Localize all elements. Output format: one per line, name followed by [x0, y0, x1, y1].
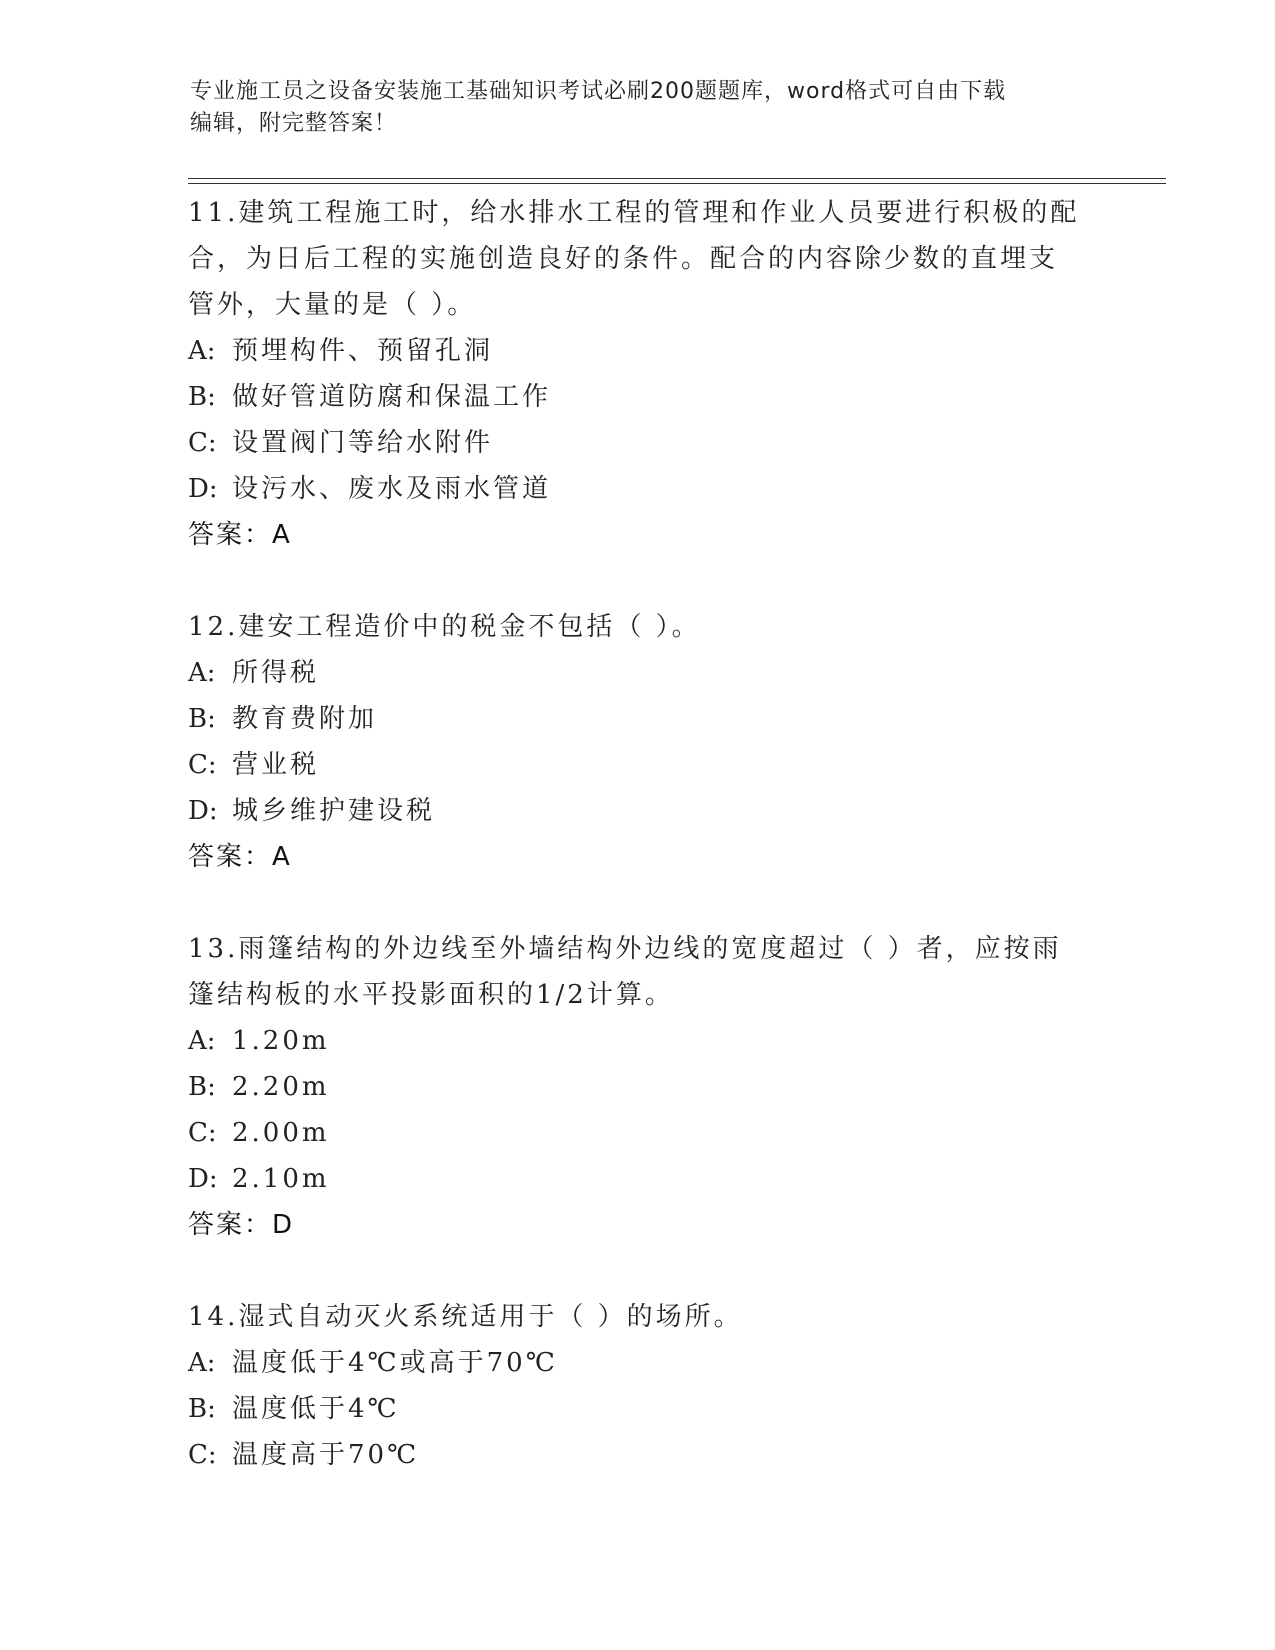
question-spacer	[188, 1248, 1088, 1294]
question-stem	[188, 1294, 1088, 1340]
option-letter: A:	[188, 336, 216, 366]
option-letter: C:	[188, 750, 217, 780]
option-letter: B:	[188, 704, 216, 734]
question-11	[188, 190, 1088, 558]
header-title-line-2: 编辑，附完整答案！	[190, 111, 398, 136]
header-divider-top	[188, 178, 1166, 179]
option-text: 预埋构件、预留孔洞	[232, 336, 494, 366]
option-letter: A:	[188, 1026, 216, 1056]
option-a	[188, 328, 1088, 374]
question-13	[188, 926, 1088, 1248]
question-stem-line: 11.建筑工程施工时，给水排水工程的管理和作业人员要进行积极的配	[188, 198, 1080, 228]
option-letter: B:	[188, 1394, 216, 1424]
option-c	[188, 420, 1088, 466]
option-text: 1.20m	[232, 1026, 330, 1056]
option-text: 设污水、废水及雨水管道	[232, 474, 552, 504]
option-b	[188, 1064, 1088, 1110]
option-text: 温度低于4℃	[232, 1394, 400, 1424]
option-d	[188, 466, 1088, 512]
option-c	[188, 1110, 1088, 1156]
document-header	[190, 76, 1090, 140]
option-text: 做好管道防腐和保温工作	[232, 382, 552, 412]
option-letter: D:	[188, 474, 218, 504]
question-stem-line: 篷结构板的水平投影面积的1/2计算。	[188, 980, 674, 1010]
option-letter: C:	[188, 1118, 217, 1148]
option-letter: A:	[188, 1348, 216, 1378]
option-text: 城乡维护建设税	[232, 796, 436, 826]
option-b	[188, 696, 1088, 742]
option-d	[188, 1156, 1088, 1202]
option-text: 营业税	[232, 750, 320, 780]
option-b	[188, 374, 1088, 420]
header-divider-bottom	[188, 183, 1166, 184]
option-c	[188, 742, 1088, 788]
answer-line: 答案：D	[188, 1210, 295, 1240]
question-spacer	[188, 558, 1088, 604]
option-a	[188, 1340, 1088, 1386]
option-text: 教育费附加	[232, 704, 378, 734]
question-12	[188, 604, 1088, 880]
question-stem	[188, 190, 1088, 328]
option-letter: D:	[188, 1164, 218, 1194]
option-text: 所得税	[232, 658, 320, 688]
option-text: 温度低于4℃或高于70℃	[232, 1348, 558, 1378]
option-letter: A:	[188, 658, 216, 688]
question-stem-line: 13.雨篷结构的外边线至外墙结构外边线的宽度超过（ ）者，应按雨	[188, 934, 1062, 964]
question-stem-line: 合，为日后工程的实施创造良好的条件。配合的内容除少数的直埋支	[188, 244, 1059, 274]
question-stem-line: 12.建安工程造价中的税金不包括（ ）。	[188, 612, 701, 642]
question-stem	[188, 926, 1088, 1018]
option-letter: C:	[188, 1440, 217, 1470]
option-a	[188, 1018, 1088, 1064]
option-text: 温度高于70℃	[232, 1440, 420, 1470]
option-letter: D:	[188, 796, 218, 826]
option-text: 2.10m	[232, 1164, 330, 1194]
option-text: 设置阀门等给水附件	[232, 428, 494, 458]
option-d	[188, 788, 1088, 834]
question-stem	[188, 604, 1088, 650]
header-title-line-1: 专业施工员之设备安装施工基础知识考试必刷200题题库，word格式可自由下载	[190, 79, 1007, 104]
option-text: 2.00m	[232, 1118, 330, 1148]
question-spacer	[188, 880, 1088, 926]
question-stem-line: 14.湿式自动灭火系统适用于（ ）的场所。	[188, 1302, 743, 1332]
answer-line: 答案：A	[188, 520, 292, 550]
question-stem-line: 管外，大量的是（ ）。	[188, 290, 477, 320]
question-14	[188, 1294, 1088, 1478]
option-letter: C:	[188, 428, 217, 458]
question-list	[188, 190, 1088, 1478]
option-text: 2.20m	[232, 1072, 330, 1102]
option-letter: B:	[188, 1072, 216, 1102]
option-a	[188, 650, 1088, 696]
option-b	[188, 1386, 1088, 1432]
option-letter: B:	[188, 382, 216, 412]
answer-line: 答案：A	[188, 842, 292, 872]
option-c	[188, 1432, 1088, 1478]
